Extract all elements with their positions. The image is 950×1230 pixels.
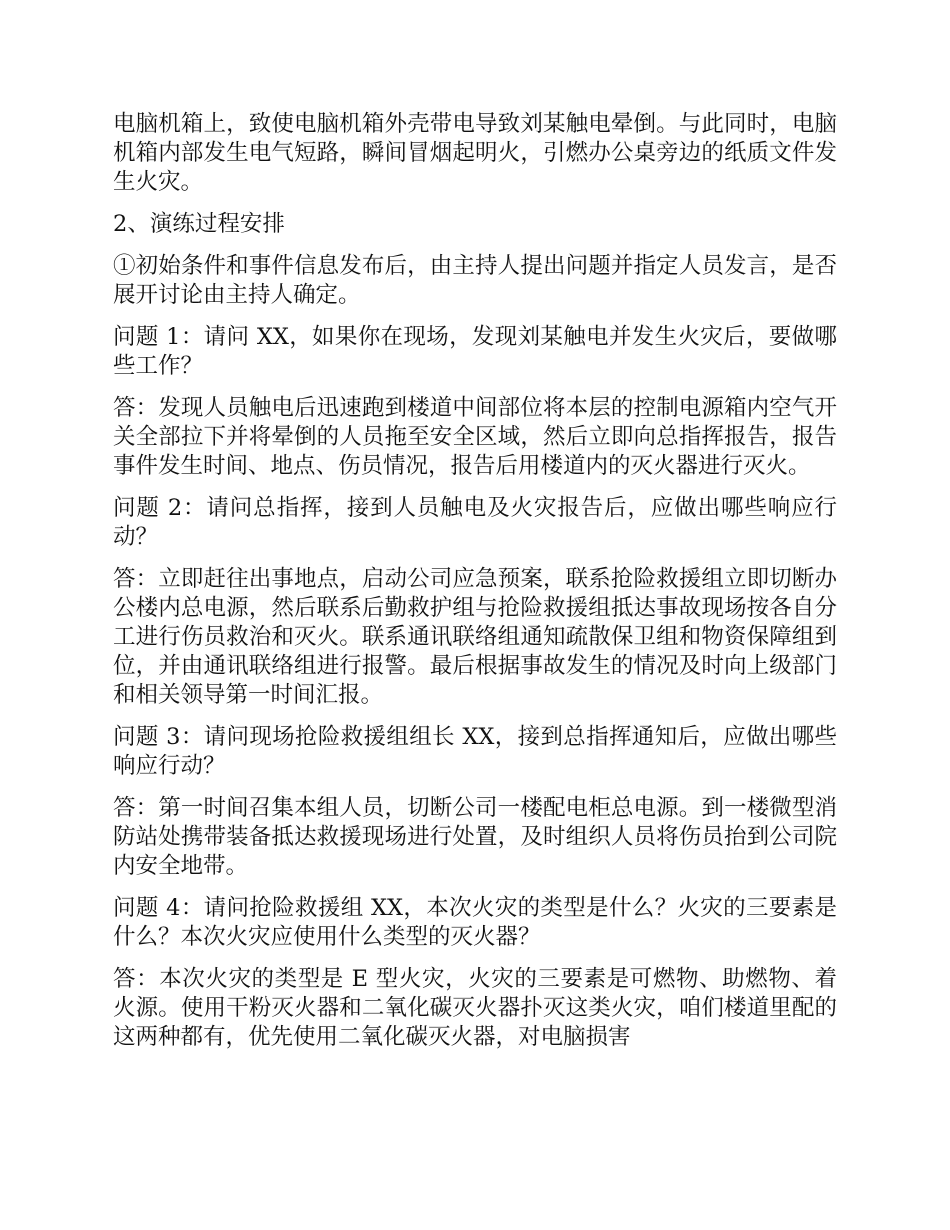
- paragraph-incident-description: 电脑机箱上，致使电脑机箱外壳带电导致刘某触电晕倒。与此同时，电脑机箱内部发生电气短路，瞬间冒烟起明火，引燃办公桌旁边的纸质文件发生火灾。: [113, 111, 837, 195]
- answer-2: 答：立即赶往出事地点，启动公司应急预案，联系抢险救援组立即切断办公楼内总电源，然后联系后勤救护组与抢险救援组抵达事故现场按各自分工进行伤员救治和灭火。联系通讯联络组通知疏散保卫组和物资保障组到位，并由通讯联络组进行报警。最后根据事故发生的情况及时向上级部门和相关领导第一时间汇报。: [113, 566, 837, 708]
- question-2: 问题 2：请问总指挥，接到人员触电及火灾报告后，应做出哪些响应行动？: [113, 495, 837, 550]
- answer-3: 答：第一时间召集本组人员，切断公司一楼配电柜总电源。到一楼微型消防站处携带装备抵达救援现场进行处置，及时组织人员将伤员抬到公司院内安全地带。: [113, 795, 837, 879]
- question-3: 问题 3：请问现场抢险救援组组长 XX，接到总指挥通知后，应做出哪些响应行动？: [113, 724, 837, 779]
- question-4: 问题 4：请问抢险救援组 XX，本次火灾的类型是什么？火灾的三要素是什么？本次火灾应使用什么类型的灭火器？: [113, 895, 837, 950]
- answer-1: 答：发现人员触电后迅速跑到楼道中间部位将本层的控制电源箱内空气开关全部拉下并将晕倒的人员拖至安全区域，然后立即向总指挥报告，报告事件发生时间、地点、伤员情况，报告后用楼道内的灭火器进行灭火。: [113, 395, 837, 479]
- paragraph-initial-conditions: ①初始条件和事件信息发布后，由主持人提出问题并指定人员发言，是否展开讨论由主持人确定。: [113, 253, 837, 308]
- section-heading-drill-arrangement: 2、演练过程安排: [113, 211, 285, 237]
- document-page: [113, 110, 837, 1065]
- question-1: 问题 1：请问 XX，如果你在现场，发现刘某触电并发生火灾后，要做哪些工作？: [113, 324, 837, 379]
- answer-4: 答：本次火灾的类型是 E 型火灾，火灾的三要素是可燃物、助燃物、着火源。使用干粉灭火器和二氧化碳灭火器扑灭这类火灾，咱们楼道里配的这两种都有，优先使用二氧化碳灭火器，对电脑损害: [113, 966, 837, 1050]
